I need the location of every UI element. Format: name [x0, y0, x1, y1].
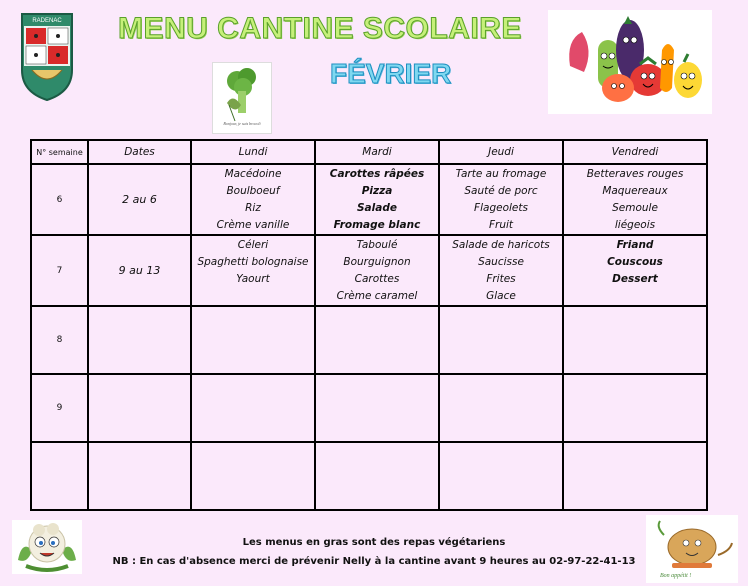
lundi-cell: [191, 442, 315, 510]
table-row: [31, 306, 707, 374]
town-crest-logo: [18, 8, 76, 104]
crest-label: RADENAC: [32, 18, 62, 24]
menu-item: liégeois: [614, 219, 656, 231]
menu-item: Fromage blanc: [333, 219, 421, 231]
jeudi-cell: [439, 374, 563, 442]
week-number-cell: 8: [31, 306, 88, 374]
table-row: [31, 442, 707, 510]
vendredi-cell: [563, 374, 707, 442]
header-week: N° semaine: [31, 140, 88, 164]
week-number-cell: 7: [31, 235, 88, 306]
jeudi-cell: [439, 235, 563, 306]
menu-item: Glace: [486, 290, 516, 302]
menu-item: Macédoine: [224, 168, 282, 180]
broccoli-illustration: [212, 62, 272, 134]
menu-item: Yaourt: [236, 273, 270, 285]
mardi-cell: [315, 306, 439, 374]
menu-item: Riz: [245, 202, 261, 214]
broccoli-caption: Bonjour, je suis brocoli: [223, 121, 261, 126]
week-number-cell: 9: [31, 374, 88, 442]
potato-illustration: [646, 515, 738, 583]
vendredi-cell: [563, 442, 707, 510]
menu-item: Carottes: [354, 273, 400, 285]
lundi-cell: [191, 164, 315, 235]
menu-item: Taboulé: [356, 239, 398, 251]
jeudi-cell: [439, 442, 563, 510]
menu-item: Salade: [357, 202, 397, 214]
menu-item: Semoule: [612, 202, 658, 214]
month-title: FÉVRIER: [330, 58, 452, 89]
vendredi-cell: [563, 306, 707, 374]
menu-item: Crème caramel: [336, 290, 418, 302]
menu-item: Fruit: [488, 219, 514, 231]
mardi-cell: [315, 164, 439, 235]
menu-item: Boulboeuf: [226, 185, 280, 197]
mardi-cell: [315, 374, 439, 442]
header-lundi: Lundi: [191, 140, 315, 164]
lundi-cell: [191, 374, 315, 442]
vendredi-cell: [563, 164, 707, 235]
menu-item: Friand: [616, 239, 654, 251]
table-header-row: [31, 140, 707, 164]
dates-cell: [88, 306, 191, 374]
menu-item: Sauté de porc: [464, 185, 538, 197]
vegetarian-note: Les menus en gras sont des repas végétariens: [242, 537, 506, 548]
menu-item: Couscous: [607, 256, 663, 268]
header-dates: Dates: [88, 140, 191, 164]
menu-item: Carottes râpées: [329, 168, 425, 180]
menu-item: Salade de haricots: [452, 239, 550, 251]
menu-item: Bourguignon: [343, 256, 411, 268]
week-number-cell: 6: [31, 164, 88, 235]
absence-note: NB : En cas d'absence merci de prévenir Nelly à la cantine avant 9 heures au 02-97-22-41-13: [112, 556, 636, 567]
menu-item: Maquereaux: [602, 185, 668, 197]
menu-item: Spaghetti bolognaise: [197, 256, 309, 268]
week-number-cell: [31, 442, 88, 510]
menu-table: [30, 139, 708, 511]
page-title: MENU CANTINE SCOLAIRE: [118, 12, 522, 45]
mardi-cell: [315, 442, 439, 510]
jeudi-cell: [439, 164, 563, 235]
dates-cell: [88, 374, 191, 442]
menu-item: Céleri: [237, 239, 269, 251]
jeudi-cell: [439, 306, 563, 374]
potato-caption: Bon appétit !: [660, 573, 692, 579]
menu-item: Crème vanille: [216, 219, 290, 231]
dates-cell: [88, 442, 191, 510]
mardi-cell: [315, 235, 439, 306]
header-jeudi: Jeudi: [439, 140, 563, 164]
menu-item: Betteraves rouges: [586, 168, 684, 180]
table-row: [31, 164, 707, 235]
header-vendredi: Vendredi: [563, 140, 707, 164]
menu-item: Dessert: [612, 273, 658, 285]
dates-cell: 2 au 6: [88, 164, 191, 235]
lundi-cell: [191, 306, 315, 374]
vendredi-cell: [563, 235, 707, 306]
table-row: [31, 374, 707, 442]
menu-item: Frites: [486, 273, 516, 285]
veggies-illustration: [548, 10, 712, 114]
dates-cell: 9 au 13: [88, 235, 191, 306]
menu-item: Pizza: [361, 185, 393, 197]
menu-item: Flageolets: [474, 202, 528, 214]
header-mardi: Mardi: [315, 140, 439, 164]
table-row: [31, 235, 707, 306]
menu-item: Saucisse: [478, 256, 524, 268]
menu-item: Tarte au fromage: [455, 168, 547, 180]
lundi-cell: [191, 235, 315, 306]
